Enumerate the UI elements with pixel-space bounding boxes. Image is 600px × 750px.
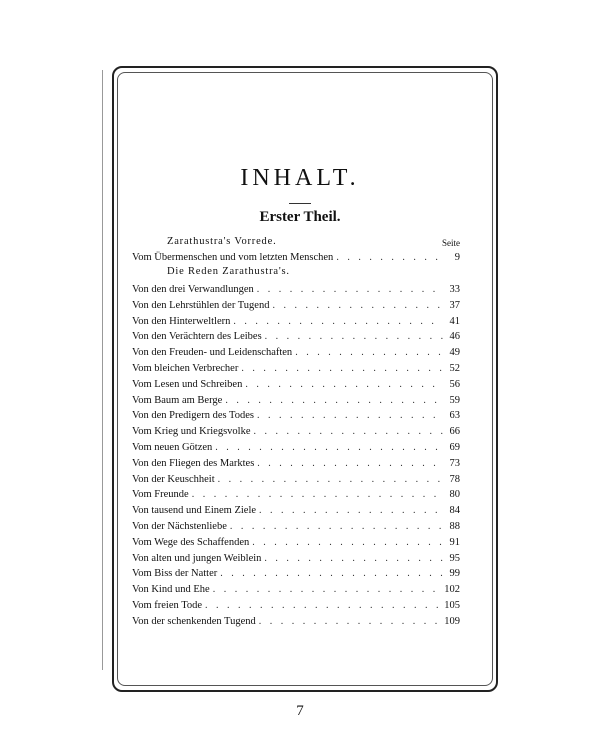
- toc-entry-title: Von alten und jungen Weiblein: [132, 552, 262, 564]
- toc-entry-title: Vom Lesen und Schreiben: [132, 378, 243, 390]
- leader-dots: [295, 347, 443, 358]
- toc-row: [132, 584, 460, 601]
- toc-row: [132, 616, 460, 633]
- leader-dots: [257, 458, 443, 469]
- toc-entry-page: 73: [449, 457, 460, 469]
- page-title: INHALT.: [240, 165, 360, 191]
- leader-dots: [225, 395, 443, 406]
- toc-entry-page: 78: [449, 473, 460, 485]
- toc-row: [132, 300, 460, 317]
- leader-dots: [245, 379, 443, 390]
- toc-entry-page: 66: [449, 426, 460, 438]
- toc-row: [132, 537, 460, 554]
- toc-entry-page: 95: [449, 552, 460, 564]
- leader-dots: [241, 363, 443, 374]
- leader-dots: [336, 252, 443, 263]
- toc-entry-title: Von der Keuschheit: [132, 473, 215, 485]
- toc-row: [132, 363, 460, 380]
- leader-dots: [259, 616, 441, 627]
- toc-entry-page: 56: [449, 378, 460, 390]
- leader-dots: [259, 505, 443, 516]
- toc-row: [132, 379, 460, 396]
- toc-entry-title: Von Kind und Ehe: [132, 584, 210, 596]
- leader-dots: [213, 584, 442, 595]
- toc-entry-title: Vom freien Tode: [132, 600, 203, 611]
- toc-entry-page: 37: [449, 299, 460, 311]
- toc-entry-title: Vom Wege des Schaffenden: [132, 536, 250, 548]
- toc-entry-page: 9: [454, 252, 460, 263]
- toc-entry-page: 105: [444, 600, 460, 611]
- toc-row: [132, 489, 460, 506]
- toc-entry-title: Von den Verächtern des Leibes: [132, 331, 262, 343]
- toc-row: [132, 331, 460, 348]
- section-label-vorrede: Zarathustra's Vorrede.: [167, 236, 277, 247]
- leader-dots: [252, 537, 443, 548]
- leader-dots: [220, 568, 443, 579]
- page-column-label: Seite: [442, 238, 460, 248]
- toc-entry-page: 84: [449, 505, 460, 517]
- leader-dots: [205, 600, 441, 611]
- toc-entry-title: Vom Biss der Natter: [132, 568, 218, 580]
- toc-row: [132, 521, 460, 538]
- toc-entry-page: 49: [449, 347, 460, 359]
- toc-entry-title: Von den drei Verwandlungen: [132, 284, 254, 295]
- toc-entry-page: 88: [449, 521, 460, 532]
- toc-row: [132, 426, 460, 443]
- leader-dots: [257, 284, 443, 295]
- toc-entry-page: 109: [444, 615, 460, 627]
- toc-entry-title: Von den Lehrstühlen der Tugend: [132, 299, 270, 311]
- toc-entry-page: 41: [449, 315, 460, 327]
- toc-entry-title: Von der schenkenden Tugend: [132, 615, 256, 627]
- toc-entry-title: Vom bleichen Verbrecher: [132, 363, 239, 374]
- part-heading: Erster Theil.: [259, 209, 341, 225]
- toc-row: [132, 347, 460, 364]
- toc-entry-title: Von den Predigern des Todes: [132, 410, 254, 422]
- toc-row: [132, 568, 460, 585]
- toc-entry-page: 91: [449, 536, 460, 548]
- toc-row: [132, 458, 460, 475]
- toc-entry-title: Von den Fliegen des Marktes: [132, 457, 255, 469]
- toc-row: [132, 600, 460, 617]
- toc-entry-page: 59: [449, 394, 460, 406]
- toc-entry-title: Vom Baum am Berge: [132, 394, 223, 406]
- leader-dots: [272, 300, 443, 311]
- leader-dots: [265, 331, 443, 342]
- toc-row: [132, 505, 460, 522]
- toc-row: [132, 284, 460, 301]
- toc-entry-title: Vom Freunde: [132, 489, 189, 501]
- toc-entry-page: 102: [444, 584, 460, 596]
- toc-row: [132, 474, 460, 491]
- toc-row: [132, 410, 460, 427]
- toc-entry-title: Vom neuen Götzen: [132, 442, 213, 453]
- leader-dots: [233, 316, 443, 327]
- toc-entry-title: Von den Hinterweltlern: [132, 315, 231, 327]
- toc-entry-page: 80: [449, 489, 460, 501]
- toc-row: [132, 395, 460, 412]
- page-number: 7: [296, 703, 304, 719]
- leader-dots: [192, 489, 443, 500]
- toc-entry-page: 33: [449, 284, 460, 295]
- leader-dots: [215, 442, 443, 453]
- section-label-reden: Die Reden Zarathustra's.: [167, 266, 290, 277]
- toc-row: [132, 316, 460, 333]
- toc-entry-title: Von der Nächstenliebe: [132, 521, 227, 532]
- leader-dots: [264, 553, 443, 564]
- toc-entry-page: 99: [449, 568, 460, 580]
- toc-row: [132, 442, 460, 459]
- toc-entry-page: 69: [449, 442, 460, 453]
- leader-dots: [254, 426, 444, 437]
- toc-entry-page: 52: [449, 363, 460, 374]
- toc-entry-title: Vom Krieg und Kriegsvolke: [132, 426, 251, 438]
- leader-dots: [218, 474, 443, 485]
- toc-entry-page: 63: [449, 410, 460, 422]
- toc-entry-title: Von den Freuden- und Leidenschaften: [132, 347, 293, 359]
- toc-entry-title: Vom Übermenschen und vom letzten Menschen: [132, 252, 334, 263]
- frame-shadow-line: [102, 70, 107, 670]
- leader-dots: [257, 410, 443, 421]
- toc-row: [132, 553, 460, 570]
- toc-entry-page: 46: [449, 331, 460, 343]
- leader-dots: [230, 521, 443, 532]
- toc-entry-title: Von tausend und Einem Ziele: [132, 505, 257, 517]
- title-divider: [289, 203, 311, 204]
